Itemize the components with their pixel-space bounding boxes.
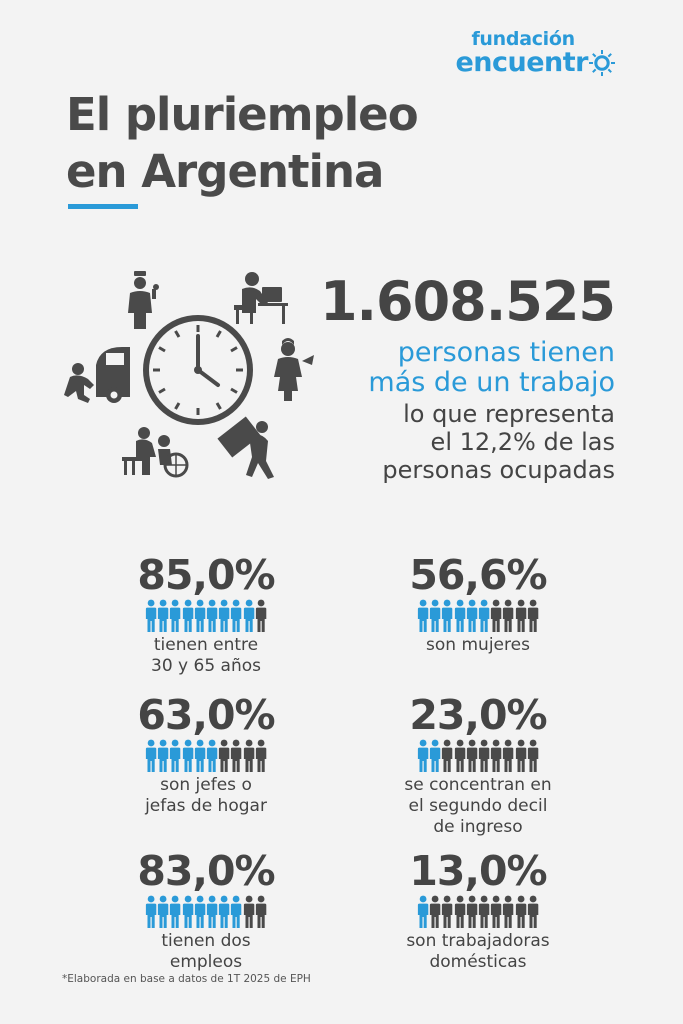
stat-label-line3: de ingreso bbox=[433, 817, 523, 837]
stat-label-line2: jefas de hogar bbox=[145, 796, 267, 816]
person-icon bbox=[206, 599, 218, 633]
person-icon bbox=[478, 599, 490, 633]
person-icon bbox=[145, 895, 157, 929]
headline bbox=[315, 270, 615, 484]
workers-illustration bbox=[56, 265, 326, 485]
person-icon bbox=[157, 599, 169, 633]
person-icon bbox=[502, 895, 514, 929]
stat-label-line1: tienen entre bbox=[153, 635, 259, 655]
stat-label-line2: domésticas bbox=[429, 952, 527, 972]
logo bbox=[455, 30, 615, 76]
person-icon bbox=[182, 739, 194, 773]
person-icon bbox=[230, 739, 242, 773]
person-icon bbox=[515, 895, 527, 929]
person-icon bbox=[441, 599, 453, 633]
headline-blue-line1: personas tienen bbox=[397, 337, 615, 368]
person-icon bbox=[527, 599, 539, 633]
stat-value: 63,0% bbox=[137, 691, 275, 739]
person-icon bbox=[515, 739, 527, 773]
person-icon bbox=[515, 599, 527, 633]
person-icon bbox=[182, 895, 194, 929]
office-worker-icon bbox=[234, 272, 288, 324]
person-icon bbox=[417, 895, 429, 929]
page-title bbox=[66, 86, 418, 200]
person-icon bbox=[466, 739, 478, 773]
stat-value: 56,6% bbox=[409, 551, 547, 599]
person-icon bbox=[145, 739, 157, 773]
nurse-icon bbox=[128, 271, 159, 329]
person-icon bbox=[218, 895, 230, 929]
headline-gray-line1: lo que representa bbox=[403, 400, 615, 428]
person-icon bbox=[243, 895, 255, 929]
headline-gray-line2: el 12,2% de las bbox=[430, 428, 615, 456]
stat-block bbox=[106, 552, 306, 677]
person-icon bbox=[490, 739, 502, 773]
person-icon bbox=[417, 599, 429, 633]
person-icon bbox=[194, 895, 206, 929]
person-icon bbox=[243, 599, 255, 633]
sun-icon bbox=[589, 50, 615, 76]
pictogram-row bbox=[106, 599, 306, 633]
domestic-worker-icon bbox=[274, 338, 314, 401]
person-icon bbox=[478, 895, 490, 929]
stat-value: 85,0% bbox=[137, 551, 275, 599]
person-icon bbox=[230, 895, 242, 929]
stat-block bbox=[378, 552, 578, 656]
stat-block bbox=[106, 692, 306, 817]
person-icon bbox=[454, 739, 466, 773]
stat-block bbox=[106, 848, 306, 973]
title-line2: en Argentina bbox=[66, 145, 384, 198]
person-icon bbox=[466, 895, 478, 929]
stat-label-line2: el segundo decil bbox=[408, 796, 548, 816]
person-icon bbox=[527, 895, 539, 929]
title-underline bbox=[68, 204, 138, 209]
person-icon bbox=[466, 599, 478, 633]
person-icon bbox=[157, 739, 169, 773]
pictogram-row bbox=[378, 599, 578, 633]
person-icon bbox=[194, 739, 206, 773]
person-icon bbox=[243, 739, 255, 773]
logo-line1: fundación bbox=[471, 28, 575, 50]
person-icon bbox=[417, 739, 429, 773]
stat-label-line2: 30 y 65 años bbox=[151, 656, 261, 676]
logo-line2: encuentr bbox=[455, 47, 588, 78]
stat-label-line1: son mujeres bbox=[426, 635, 530, 655]
person-icon bbox=[502, 599, 514, 633]
person-icon bbox=[255, 739, 267, 773]
person-icon bbox=[429, 739, 441, 773]
headline-number: 1.608.525 bbox=[319, 270, 615, 333]
pictogram-row bbox=[106, 739, 306, 773]
mechanic-icon bbox=[64, 347, 130, 403]
stat-label-line1: son jefes o bbox=[160, 775, 252, 795]
person-icon bbox=[145, 599, 157, 633]
person-icon bbox=[218, 739, 230, 773]
person-icon bbox=[206, 739, 218, 773]
person-icon bbox=[218, 599, 230, 633]
stat-block bbox=[378, 692, 578, 838]
person-icon bbox=[255, 599, 267, 633]
headline-gray-line3: personas ocupadas bbox=[382, 456, 615, 484]
person-icon bbox=[169, 739, 181, 773]
headline-blue-line2: más de un trabajo bbox=[368, 367, 615, 398]
stat-label-line1: se concentran en bbox=[404, 775, 552, 795]
stat-value: 13,0% bbox=[409, 847, 547, 895]
stat-label-line1: tienen dos bbox=[161, 931, 251, 951]
person-icon bbox=[527, 739, 539, 773]
stat-label-line2: empleos bbox=[169, 952, 243, 972]
person-icon bbox=[169, 599, 181, 633]
person-icon bbox=[182, 599, 194, 633]
footnote: *Elaborada en base a datos de 1T 2025 de EPH bbox=[62, 973, 311, 985]
person-icon bbox=[490, 599, 502, 633]
person-icon bbox=[478, 739, 490, 773]
clock-icon bbox=[143, 315, 253, 425]
person-icon bbox=[429, 895, 441, 929]
person-icon bbox=[206, 895, 218, 929]
person-icon bbox=[157, 895, 169, 929]
title-line1: El pluriempleo bbox=[66, 88, 418, 141]
person-icon bbox=[230, 599, 242, 633]
stat-block bbox=[378, 848, 578, 973]
stat-value: 23,0% bbox=[409, 691, 547, 739]
porter-icon bbox=[217, 416, 274, 479]
person-icon bbox=[255, 895, 267, 929]
person-icon bbox=[454, 895, 466, 929]
person-icon bbox=[441, 739, 453, 773]
pictogram-row bbox=[378, 895, 578, 929]
person-icon bbox=[441, 895, 453, 929]
person-icon bbox=[502, 739, 514, 773]
stat-value: 83,0% bbox=[137, 847, 275, 895]
caregiver-icon bbox=[122, 427, 187, 476]
person-icon bbox=[490, 895, 502, 929]
person-icon bbox=[169, 895, 181, 929]
person-icon bbox=[194, 599, 206, 633]
pictogram-row bbox=[106, 895, 306, 929]
pictogram-row bbox=[378, 739, 578, 773]
person-icon bbox=[454, 599, 466, 633]
person-icon bbox=[429, 599, 441, 633]
stat-label-line1: son trabajadoras bbox=[406, 931, 550, 951]
